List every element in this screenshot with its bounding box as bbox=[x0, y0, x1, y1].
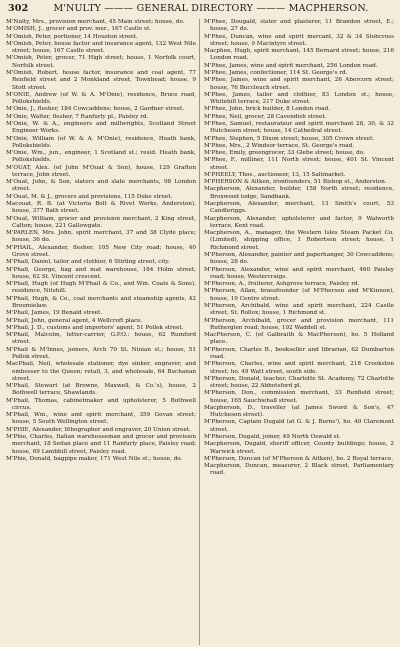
directory-entry: M'Phee, James, confectioner, 114 St. George's rd. bbox=[204, 69, 348, 76]
directory-entry: Macpherson, Alexander, upholsterer and factor, 9 Walworth terrace, Kent road. bbox=[204, 215, 394, 229]
directory-entry: M'Omish, Peter, grocer, 71 High street; house, 1 Norfolk court, Norfolk street. bbox=[6, 55, 196, 69]
directory-entry: M'Omish, Robert, house factor, insurance and coal agent, 77 Renfield street and 2 Monkland street, Townhead; house, 9 Stott street. bbox=[6, 69, 196, 91]
directory-entry: M'Phail, George, bag and mat warehouse, 184 Holm street; house, 62 St. Vincent crescent. bbox=[6, 266, 196, 280]
directory-entry: Macpherson, Dugald, sheriff officer, County buildings; house, 2 Warwick street. bbox=[204, 441, 394, 455]
directory-entry: M'Pherson, Charles B., bookseller and librarian, 62 Dumbarton road. bbox=[204, 346, 394, 360]
directory-entry: M'Phee, James, wine and spirit merchant, 26 Abercorn street; house, 76 Buccleuch street. bbox=[204, 77, 394, 91]
directory-entry: M'Pherson, Charles, wine and spirit merchant, 218 Crookston street; ho. 49 Watt street, south side. bbox=[204, 361, 394, 375]
directory-entry: M'Pherson, Archibald, grocer and provision merchant, 111 Rutherglen road; house, 192 Waddell st. bbox=[204, 317, 394, 331]
directory-entry: Macpherson, Duncan, measurer, 2 Black street, Parliamentary road. bbox=[204, 463, 394, 477]
left-column bbox=[6, 19, 199, 645]
running-head-left: M'NULTY bbox=[53, 3, 101, 14]
directory-entry: M'Phee, Emily, greengrocer, 33 Glebe street; house, do. bbox=[204, 150, 365, 157]
running-head-center: GENERAL DIRECTORY bbox=[136, 3, 254, 14]
directory-entry: Macpherson, D., traveller (at James Sword & Son's, 47 Hutcheson street). bbox=[204, 404, 394, 419]
directory-entry: M'Phail, Hugh (of Hugh M'Phail & Co., and Wm. Coats & Sons), residence, Nitshill. bbox=[6, 281, 196, 295]
directory-entry: M'Phail, Hugh, & Co., coal merchants and steamship agents, 42 Broomielaw. bbox=[6, 295, 196, 309]
page-number: 302 bbox=[8, 3, 29, 14]
directory-entry: M'Phail, Malcolm, letter-carrier, G.P.O.; house, 62 Rumford street. bbox=[6, 332, 196, 346]
directory-entry: M'Phail & M'Innes, joiners, Arch 70 St. Ninian st.; house, 51 Pollok street. bbox=[6, 346, 196, 360]
directory-entry: M'Phail, Stewart (at Browne, Maxwell, & Co.'s), house, 2 Bothwell terrace, Shawlands. bbox=[6, 383, 196, 397]
directory-entry: M'Pherson, Don., commission merchant, 33 Renfield street; house, 165 Sauchiehall street. bbox=[204, 390, 394, 404]
directory-entry: M'Pherson, Alexander, wine and spirit merchant, 460 Paisley road; house, Westercraigs. bbox=[204, 266, 394, 280]
directory-entry: M'Phee, James, tailor and clothier, 83 London st.; house, Whitehill terrace, 217 Duke street. bbox=[204, 91, 394, 106]
right-column bbox=[199, 19, 394, 645]
directory-entry: M'Onie, Wm., jun., engineer, 1 Scotland st.; resid. Heath bank, Pollokshields. bbox=[6, 150, 196, 164]
directory-entry: M'Phee, Duncan, wine and spirit mercant, 32 & 34 Stobcross street; house, 9 Macintyre street. bbox=[204, 33, 394, 47]
directory-entry: M'Phail, John, general agent, 4 Wellcroft place. bbox=[6, 317, 143, 324]
directory-entry: M'Pherson, Duncan (of M'Pherson & Aitken), ho. 2 Royal terrace. bbox=[204, 455, 394, 462]
directory-entry: M'Pherson, Donald, teacher, Charlotte St. Academy, 72 Charlotte street; house, 22 Abbotsford pl. bbox=[204, 375, 394, 390]
directory-entry: M'Phee, Mrs., 2 Windsor terrace, St. George's road. bbox=[204, 142, 355, 149]
directory-entry: MacPhail, Neil, wholesale stationer, dye sinker, engraver, and embosser to the Queen; retail, 3, and wholesale, 64 Buchanan street. bbox=[6, 361, 196, 382]
directory-entry: M'Ouat, M. & J., grocers and provisions, 115 Duke street. bbox=[6, 193, 173, 200]
directory-entry: Macphee, Hugh, spirit merchant, 145 Bernard street; house, 216 London road. bbox=[204, 48, 394, 62]
directory-entry: MacPherson, C. (of Galbraith & MacPherson), ho. 5 Holland place. bbox=[204, 332, 394, 346]
directory-entry: M'Phail, Wm., wine and spirit merchant, 359 Govan street; house, 5 South Wellington street. bbox=[6, 412, 196, 426]
directory-entry: Macouat, R. B. (at Victoria Bolt & Rivet Works, Anderston), house, 377 Bath street. bbox=[6, 201, 196, 215]
directory-entry: M'Omish, Peter, portioner, 14 Houston street. bbox=[6, 33, 138, 40]
directory-entry: M'Phee, F., milliner, 111 North street; house, 401 St. Vincent street. bbox=[204, 157, 394, 171]
directory-entry: M'Phail, Thomas, cabinetmaker and upholsterer, 5 Bothwell circus. bbox=[6, 397, 196, 411]
directory-entry: M'Pherson, Allan, brassfounder (of M'Pherson and M'Kinnon), house, 19 Centre street. bbox=[204, 288, 394, 302]
directory-entry: Macpherson, Alexander, merchant, 13 Smith's court, 53 Candleriggs. bbox=[204, 201, 394, 215]
directory-entry: M'Onie, J., flesher, 184 Cowcaddens; house, 2 Gardner street. bbox=[6, 106, 185, 113]
directory-entry: M'Onie, Walter, flesher, 7 Ranfurly pl., Paisley rd. bbox=[6, 113, 149, 120]
directory-entry: M'Phee, Samuel, restaurateur and spirit merchant 28, 30, & 32 Hutcheson street; house, 14 Cathedral street. bbox=[204, 120, 394, 135]
directory-entry: M'Pherson, Archibald, wine and spirit merchant, 224 Castle street, St. Rollox; house, 1 Richmond st. bbox=[204, 302, 394, 317]
directory-entry: M'Phie, Donald, bagpipe maker, 171 West Nile st.; house, do. bbox=[6, 455, 183, 462]
running-head-sep-2: ——— bbox=[256, 3, 286, 14]
directory-entry: M'Phee, Dougald, slater and plasterer, 11 Brandon street, E.; house, 27 do. bbox=[204, 19, 394, 33]
directory-entry: Macpherson, A., manager, the Western Isles Steam Packet Co. (Limited), shipping office, 1 Robertson street; house, 1 Richmond street. bbox=[204, 230, 394, 251]
directory-entry: M'Pherson, A., fruiterer, Ashgrove terrace, Paisley rd. bbox=[204, 281, 360, 288]
directory-entry: M'PHERSON & Aitken, ironfounders, 51 Bishop st., Anderston. bbox=[204, 179, 387, 186]
directory-entry: M'OUAT, Alex. (of John M'Ouat & Son), house, 129 Grafton terrace, John street. bbox=[6, 164, 196, 178]
directory-entry: M'Omish, Peter, house factor and insurance agent, 132 West Nile street; house, 167 Castle street. bbox=[6, 40, 196, 55]
directory-entry: M'OMISH, J., grocer and prov. mer., 167 Castle st. bbox=[6, 26, 152, 33]
directory-entry: M'Phail, James, 19 Benald street. bbox=[6, 310, 103, 317]
directory-entry: M'Pherson, Dugald, joiner, 49 North Oswald st. bbox=[204, 434, 341, 441]
directory-entry: M'PHAIL, Alexander, flesher, 105 New City road; house, 40 Grove street. bbox=[6, 244, 196, 258]
directory-entry: M'ONIE, Andrew (of W. & A. M'Onie), residence, Bruce road, Pollokshields. bbox=[6, 91, 196, 106]
running-head bbox=[30, 3, 392, 14]
directory-entry: M'Onie, William (of W. & A. M'Onie), residence, Heath bank, Pollokshields. bbox=[6, 135, 196, 149]
page-header bbox=[8, 3, 392, 17]
directory-entry: M'PHIE, Alexander, lithographer and engraver, 20 Union street. bbox=[6, 426, 191, 433]
directory-entry: M'Phee, John, brick builder, 8 London road. bbox=[204, 106, 330, 113]
directory-entry: M'Phee, Neil, grocer, 28 Cavendish street. bbox=[204, 113, 327, 120]
directory-entry: M'Ouat, William, grocer and provision merchant, 2 King street, Calton; house, 221 Gallowgate. bbox=[6, 215, 196, 229]
directory-entry: M'Phail, Daniel, tailor and clothier, 6 Stirling street, city. bbox=[6, 259, 170, 266]
directory-entry: M'Ouat, John, & Son, slaters and slate merchants, 98 London street. bbox=[6, 179, 196, 193]
running-head-right: MACPHERSON. bbox=[288, 3, 369, 14]
directory-entry: M'Phie, Charles, Italian warehouseman and grocer and provision merchant, 18 Sedan place and 11 Ranfurly place, Paisley road; house, 69 Lambhill street, Paisley road. bbox=[6, 434, 196, 455]
directory-entry: Macpherson, Alexander, builder, 158 North street; residence, Broxwood lodge, Sandbank. bbox=[204, 186, 394, 200]
directory-columns bbox=[6, 19, 394, 645]
directory-entry: M'Phail, J. D., customs and importers' agent, 51 Pollok street. bbox=[6, 324, 184, 331]
directory-entry: M'PHEELY, Thos., auctioneer, 13, 15 Saltmarket. bbox=[204, 171, 346, 178]
directory-entry: M'Phee, James, wine and spirit merchant, 256 London road. bbox=[204, 62, 378, 69]
directory-entry: M'Pherson, Alexander, painter and paperhanger, 30 Cowcaddens; house, 28 do. bbox=[204, 252, 394, 266]
running-head-sep-1: ——— bbox=[104, 3, 134, 14]
directory-entry: M'PARLEN, Mrs. John, spirit merchant, 37 and 38 Clyde place; house, 36 do. bbox=[6, 230, 196, 244]
directory-entry: M'Nulty, Mrs., provision merchant, 45 Main street; house, do. bbox=[6, 19, 185, 25]
directory-entry: M'Phee, Stephen, 5 Dixon street; house, 305 Crown street. bbox=[204, 135, 375, 142]
directory-entry: M'Onie, W. & A., engineers and millwrights, Scotland Street Engineer Works. bbox=[6, 120, 196, 135]
directory-entry: M'Pherson, Captain Dugald (at G. & J. Burns'), ho. 40 Claremont street. bbox=[204, 419, 394, 433]
